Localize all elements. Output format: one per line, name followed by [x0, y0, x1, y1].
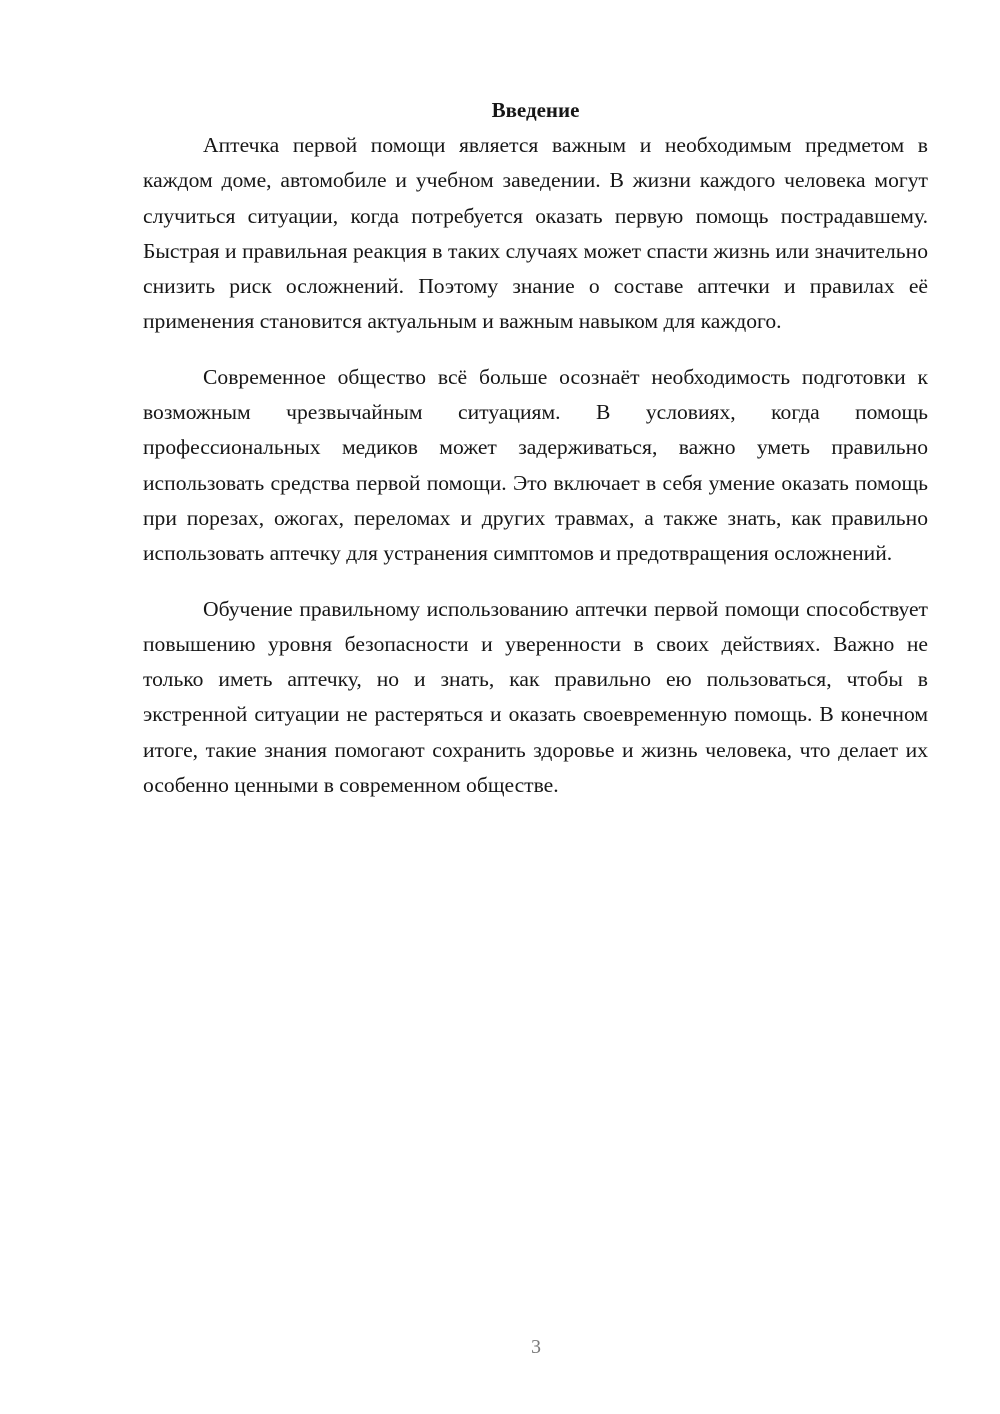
paragraph-3: Обучение правильному использованию аптечки первой помощи способствует повышению уровня безопасности и уверенности в своих действиях. Важно не только иметь аптечку, но и знать, как правильно ею пользоваться, чтобы в экстренной ситуации не растеряться и оказать своевременную помощь. В конечном итоге, такие знания помогают сохранить здоровье и жизнь человека, что делает их особенно ценными в современном обществе. [143, 596, 928, 798]
section-heading: Введение [491, 98, 580, 122]
document-body [143, 93, 928, 823]
paragraph-1: Аптечка первой помощи является важным и необходимым предметом в каждом доме, автомобиле и учебном заведении. В жизни каждого человека могут случиться ситуации, когда потребуется оказать первую помощь пострадавшему. Быстрая и правильная реакция в таких случаях может спасти жизнь или значительно снизить риск осложнений. Поэтому знание о составе аптечки и правилах её применения становится актуальным и важным навыком для каждого. [143, 133, 928, 334]
paragraph-2: Современное общество всё больше осознаёт необходимость подготовки к возможным чрезвычайным ситуациям. В условиях, когда помощь профессиональных медиков может задерживаться, важно уметь правильно использовать средства первой помощи. Это включает в себя умение оказать помощь при порезах, ожогах, переломах и других травмах, а также знать, как правильно использовать аптечку для устранения симптомов и предотвращения осложнений. [143, 364, 928, 566]
page-number: 3 [531, 1336, 541, 1358]
